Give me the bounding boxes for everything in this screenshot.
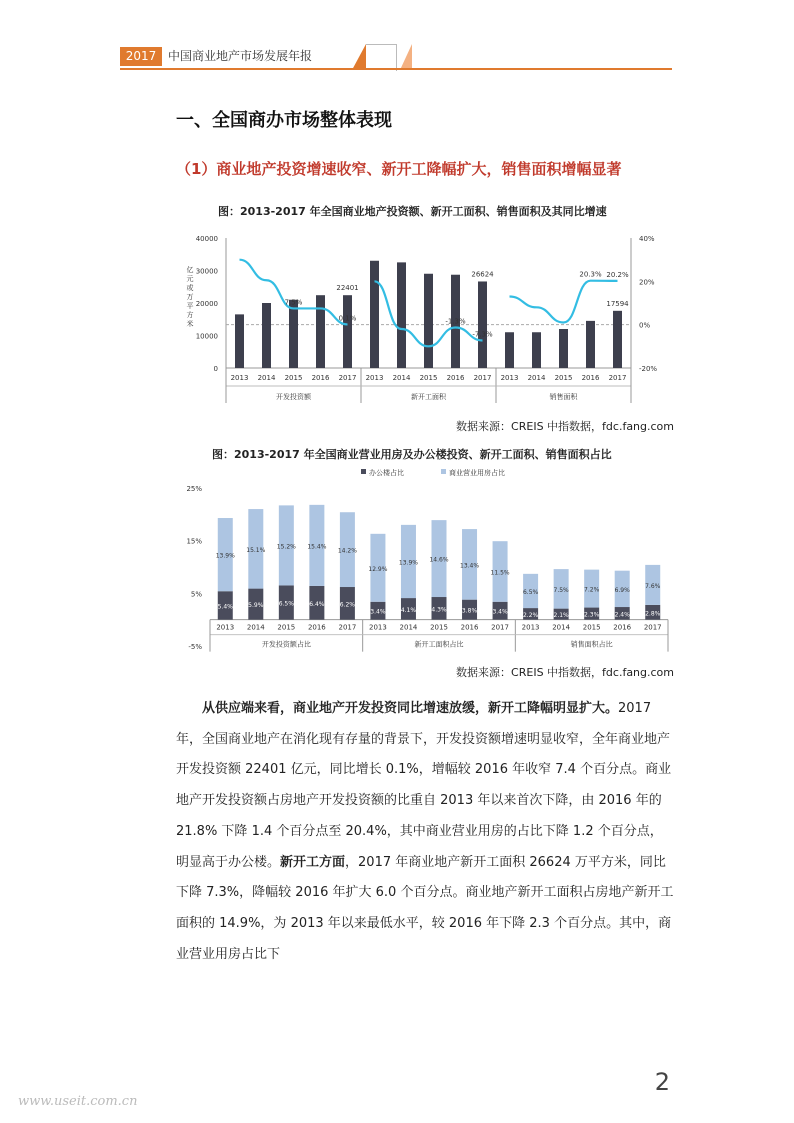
x-tick-label: 2015 [284, 374, 303, 382]
bar [343, 295, 352, 368]
legend-label-commercial: 商业营业用房占比 [449, 469, 505, 477]
commercial-value-label: 13.9% [398, 559, 418, 567]
office-value-label: 3.4% [492, 608, 508, 616]
office-value-label: 2.1% [553, 612, 569, 620]
bar [289, 300, 298, 368]
x-tick-label: 2013 [365, 374, 384, 382]
y-tick-label: 15% [186, 537, 202, 546]
commercial-value-label: 14.6% [429, 556, 449, 564]
watermark: www.useit.com.cn [18, 1094, 138, 1109]
growth-label: -7.3% [472, 330, 493, 339]
section-title: 一、全国商办市场整体表现 [176, 110, 392, 131]
y-axis-label-char: 米 [186, 320, 194, 328]
header-decoration-box [366, 44, 397, 71]
chart-share-stacked [176, 466, 676, 656]
legend-swatch-office [361, 469, 366, 474]
y-tick-label: 0 [213, 365, 218, 373]
y-axis-label-char: 方 [186, 311, 194, 319]
group-label: 销售面积 [549, 393, 578, 401]
y-axis-label-char: 万 [186, 293, 194, 301]
x-tick-label: 2015 [554, 374, 573, 382]
chart2-source: 数据来源：CREIS 中指数据，fdc.fang.com [456, 666, 674, 679]
x-tick-label: 2015 [277, 623, 296, 632]
x-tick-label: 2013 [521, 623, 540, 632]
body-paragraph [176, 694, 674, 970]
office-value-label: 6.5% [278, 600, 294, 608]
bar [424, 274, 433, 368]
bar [478, 281, 487, 368]
commercial-value-label: 15.2% [276, 543, 296, 551]
bar-value-label: 22401 [336, 284, 359, 293]
page-header [120, 44, 672, 68]
office-value-label: 4.1% [400, 606, 417, 614]
x-tick-label: 2014 [246, 623, 265, 632]
body-text-1: 2017 年，全国商业地产在消化现有存量的背景下，开发投资额增速明显收窄，全年商业地产开发投资额 22401 亿元，同比增长 0.1%，增幅较 2016 年收窄 7.4 个百分点。商业地产开发投资额占房地产开发投资额的比重自 2013 年以来首次下降，由 2016 年的 21.8% 下降 1.4 个百分点至 20.4%，其中商业营业用房的占比下降 1.2 个百分点，明显高于办公楼。 [176, 701, 672, 870]
office-value-label: 2.3% [584, 611, 600, 619]
x-tick-label: 2017 [473, 374, 492, 382]
x-tick-label: 2016 [460, 623, 479, 632]
y-axis-label-char: 元 [186, 275, 194, 283]
body-lead-bold: 从供应端来看，商业地产开发投资同比增速放缓，新开工降幅明显扩大。 [202, 701, 619, 716]
commercial-value-label: 14.2% [337, 547, 357, 555]
bar [370, 261, 379, 368]
office-value-label: 6.4% [309, 600, 325, 608]
x-tick-label: 2013 [216, 623, 235, 632]
x-tick-label: 2014 [257, 374, 276, 382]
bar-value-label: 26624 [471, 270, 494, 279]
x-tick-label: 2013 [230, 374, 249, 382]
subsection-title: （1）商业地产投资增速收窄、新开工降幅扩大，销售面积增幅显著 [176, 160, 622, 178]
commercial-value-label: 13.4% [460, 562, 480, 570]
y-tick-label: 40000 [195, 235, 218, 243]
chart1-source: 数据来源：CREIS 中指数据，fdc.fang.com [456, 420, 674, 433]
office-value-label: 5.4% [217, 603, 233, 611]
growth-label: 7.5% [284, 298, 303, 307]
legend-swatch-commercial [441, 469, 446, 474]
x-tick-label: 2015 [419, 374, 438, 382]
office-value-label: 4.3% [431, 606, 447, 614]
office-value-label: 2.4% [614, 611, 630, 619]
commercial-value-label: 7.5% [553, 586, 569, 594]
y-tick-label: 30000 [195, 267, 218, 276]
bar [586, 321, 595, 368]
y2-tick-label: 40% [639, 235, 655, 243]
y-tick-label: 20000 [195, 300, 218, 308]
x-tick-label: 2015 [430, 623, 448, 632]
header-decoration [352, 44, 366, 70]
legend-label-office: 办公楼占比 [369, 469, 404, 477]
group-label: 销售面积占比 [570, 640, 613, 649]
bar [613, 311, 622, 368]
bar [532, 332, 541, 368]
page-number: 2 [654, 1068, 670, 1096]
growth-label: 0.1% [338, 314, 357, 323]
office-value-label: 3.8% [461, 607, 478, 615]
x-tick-label: 2015 [582, 623, 601, 632]
y-tick-label: -5% [188, 643, 202, 651]
x-tick-label: 2014 [392, 374, 411, 382]
office-value-label: 2.2% [522, 611, 539, 619]
bar [505, 332, 514, 368]
group-label: 新开工面积占比 [414, 640, 464, 649]
bar [262, 303, 271, 368]
bar [397, 262, 406, 368]
commercial-value-label: 12.9% [368, 565, 388, 573]
x-tick-label: 2016 [446, 374, 465, 382]
growth-label: 20.3% [579, 270, 602, 279]
body-text-2: ，2017 年商业地产新开工面积 26624 万平方米，同比下降 7.3%，降幅较 2016 年扩大 6.0 个百分点。商业地产新开工面积占房地产新开工面积的 14.9%，为 2013 年以来最低水平，较 2016 年下降 2.3 个百分点。其中，商业营业用房占比下 [176, 854, 674, 962]
y-axis-label-char: 平 [186, 302, 194, 310]
commercial-value-label: 11.5% [490, 569, 510, 577]
chart1-caption: 图：2013-2017 年全国商业地产投资额、新开工面积、销售面积及其同比增速 [218, 205, 607, 218]
office-value-label: 2.8% [645, 610, 661, 618]
growth-label: 20.2% [606, 270, 629, 279]
y-axis-label-char: 亿 [186, 266, 194, 274]
commercial-value-label: 7.6% [645, 582, 661, 590]
group-label: 新开工面积 [411, 393, 446, 401]
office-value-label: 3.4% [370, 608, 386, 616]
x-tick-label: 2016 [307, 623, 326, 632]
y-tick-label: 10000 [195, 332, 218, 341]
x-tick-label: 2014 [552, 623, 571, 632]
bar [316, 295, 325, 368]
header-title: 中国商业地产市场发展年报 [168, 49, 313, 63]
x-tick-label: 2017 [643, 623, 662, 632]
chart-investment-area-growth [176, 228, 676, 408]
office-value-label: 6.2% [339, 601, 356, 609]
x-tick-label: 2014 [527, 374, 546, 382]
header-rule [120, 68, 672, 70]
y-tick-label: 25% [186, 485, 202, 493]
x-tick-label: 2016 [581, 374, 600, 382]
growth-label: -1.3% [445, 317, 466, 326]
x-tick-label: 2017 [491, 623, 509, 632]
y-axis-label-char: 或 [186, 284, 194, 292]
group-label: 开发投资额 [276, 393, 311, 401]
body-bold-2: 新开工方面 [280, 854, 346, 870]
bar [559, 329, 568, 368]
header-year-badge: 2017 [120, 47, 162, 66]
commercial-value-label: 13.9% [215, 552, 235, 560]
office-value-label: 5.9% [248, 602, 264, 610]
commercial-value-label: 6.5% [522, 588, 539, 596]
growth-line [510, 281, 618, 323]
y-tick-label: 5% [190, 590, 202, 599]
chart2-caption: 图：2013-2017 年全国商业营业用房及办公楼投资、新开工面积、销售面积占比 [212, 448, 612, 461]
group-label: 开发投资额占比 [261, 640, 311, 649]
header-decoration-light [400, 44, 412, 70]
x-tick-label: 2014 [399, 623, 418, 632]
x-tick-label: 2013 [369, 623, 387, 632]
y2-tick-label: 20% [639, 278, 655, 287]
commercial-value-label: 15.4% [307, 543, 327, 551]
bar-value-label: 17594 [606, 299, 629, 308]
bar [235, 314, 244, 368]
x-tick-label: 2017 [338, 374, 357, 382]
x-tick-label: 2016 [613, 623, 632, 632]
y2-tick-label: -20% [639, 365, 658, 373]
commercial-value-label: 6.9% [614, 586, 630, 594]
commercial-value-label: 15.1% [246, 546, 266, 554]
x-tick-label: 2017 [608, 374, 627, 382]
commercial-value-label: 7.2% [584, 586, 600, 594]
x-tick-label: 2017 [338, 623, 357, 632]
x-tick-label: 2013 [500, 374, 519, 382]
x-tick-label: 2016 [311, 374, 330, 382]
y2-tick-label: 0% [639, 321, 651, 330]
